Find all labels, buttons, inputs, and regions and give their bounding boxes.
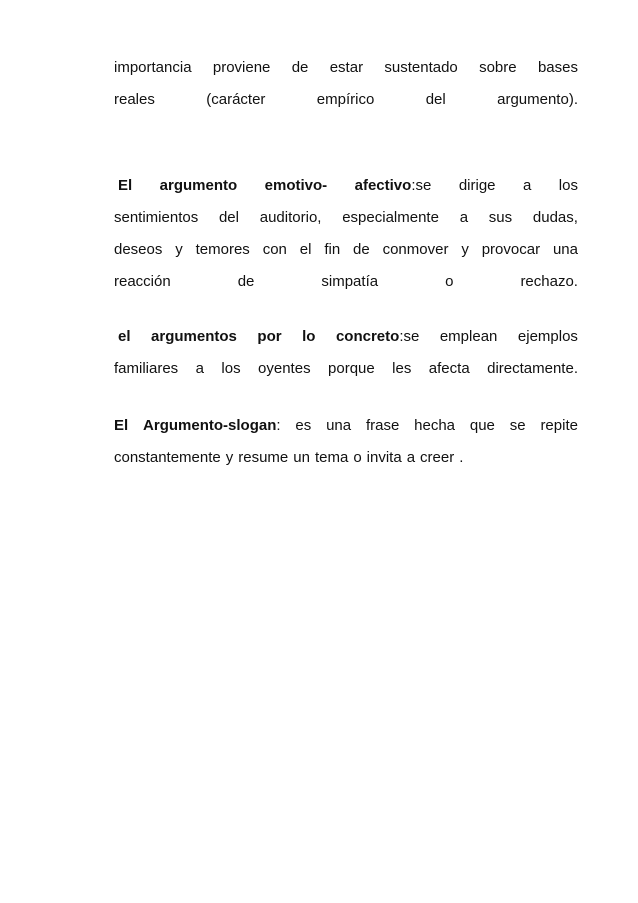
word: especialmente — [342, 209, 439, 226]
word-text: argumento — [159, 177, 238, 194]
word: el — [299, 241, 312, 258]
word: invita — [366, 449, 402, 466]
text-line — [114, 170, 578, 202]
word — [118, 321, 131, 353]
text-line — [114, 202, 578, 234]
word — [295, 410, 311, 442]
paragraph-emotive-argument — [114, 170, 578, 298]
word-text: los — [558, 177, 578, 194]
text-line — [114, 266, 578, 298]
word: les — [392, 360, 412, 377]
word-text: a — [522, 177, 532, 194]
word-text: hecha — [414, 417, 456, 434]
word: un — [293, 449, 310, 466]
word: estar — [329, 59, 364, 76]
word: (carácter — [206, 91, 266, 108]
word: del — [425, 91, 446, 108]
word: temores — [195, 241, 250, 258]
word: con — [262, 241, 287, 258]
word: sobre — [479, 59, 517, 76]
word: resume — [238, 449, 289, 466]
word: auditorio, — [259, 209, 322, 226]
word — [414, 410, 455, 442]
text-line — [114, 321, 578, 353]
word-text: lo — [302, 328, 316, 345]
word-text: el — [118, 328, 131, 345]
word — [440, 321, 498, 353]
word: tema — [314, 449, 349, 466]
word — [326, 410, 351, 442]
word: una — [552, 241, 578, 258]
word-text: se — [509, 417, 526, 434]
text-line — [114, 353, 578, 385]
word: reacción — [114, 273, 171, 290]
word-text: concreto — [335, 328, 400, 345]
word — [470, 410, 495, 442]
word: o — [353, 449, 362, 466]
word: reales — [114, 91, 155, 108]
word — [265, 170, 328, 202]
word: los — [221, 360, 241, 377]
word: a — [195, 360, 204, 377]
word-text: ejemplos — [517, 328, 578, 345]
word: sustentado — [384, 59, 458, 76]
word: dudas, — [532, 209, 578, 226]
text-line — [114, 52, 578, 84]
word — [540, 410, 578, 442]
word — [559, 170, 578, 202]
word: simpatía — [321, 273, 379, 290]
word: de — [353, 241, 370, 258]
word: proviene — [212, 59, 271, 76]
word — [151, 321, 237, 353]
word-text: es — [295, 417, 312, 434]
word-text: por — [257, 328, 282, 345]
word: directamente. — [487, 360, 578, 377]
word-text: repite — [540, 417, 578, 434]
text-line — [114, 84, 578, 116]
word-text: afectivo — [354, 177, 412, 194]
word-text: emplean — [439, 328, 498, 345]
word-text: una — [326, 417, 352, 434]
word: a — [406, 449, 416, 466]
word: empírico — [316, 91, 375, 108]
word-text: Argumento-slogan — [143, 417, 277, 434]
word-text: frase — [365, 417, 400, 434]
word-text: que — [469, 417, 495, 434]
word — [118, 170, 132, 202]
word: rechazo. — [520, 273, 578, 290]
word-suffix: :se — [411, 177, 432, 194]
word — [366, 410, 399, 442]
word: fin — [324, 241, 341, 258]
word — [257, 321, 281, 353]
paragraph-empirical-argument — [114, 52, 578, 116]
word: familiares — [114, 360, 179, 377]
word: deseos — [114, 241, 163, 258]
word: argumento). — [497, 91, 578, 108]
word-text: dirige — [458, 177, 496, 194]
word-text: El — [118, 177, 133, 194]
word-suffix: :se — [399, 328, 420, 345]
word — [510, 410, 526, 442]
word: porque — [328, 360, 375, 377]
word: constantemente — [114, 449, 221, 466]
word — [459, 170, 496, 202]
word: sus — [488, 209, 513, 226]
paragraph-slogan-argument — [114, 410, 578, 474]
word — [143, 410, 281, 442]
word — [302, 321, 315, 353]
paragraph-concrete-argument — [114, 321, 578, 385]
word: afecta — [428, 360, 470, 377]
word: sentimientos — [114, 209, 199, 226]
word: a — [459, 209, 469, 226]
word: provocar — [481, 241, 541, 258]
word — [114, 410, 128, 442]
word: . — [459, 449, 464, 466]
text-line — [114, 442, 578, 474]
word: y — [461, 241, 469, 258]
word-text: El — [114, 417, 129, 434]
word: oyentes — [258, 360, 311, 377]
word — [523, 170, 531, 202]
word-text: emotivo- — [264, 177, 328, 194]
word: y — [175, 241, 183, 258]
word — [336, 321, 419, 353]
word — [518, 321, 578, 353]
word: o — [445, 273, 454, 290]
word: y — [225, 449, 234, 466]
word: conmover — [382, 241, 449, 258]
word: de — [291, 59, 309, 76]
word — [160, 170, 238, 202]
word — [355, 170, 432, 202]
word: del — [218, 209, 239, 226]
word: importancia — [114, 59, 192, 76]
word: creer — [420, 449, 455, 466]
word: bases — [537, 59, 578, 76]
word-suffix: : — [276, 417, 281, 434]
text-line — [114, 410, 578, 442]
word-text: argumentos — [151, 328, 237, 345]
text-line — [114, 234, 578, 266]
word: de — [237, 273, 255, 290]
